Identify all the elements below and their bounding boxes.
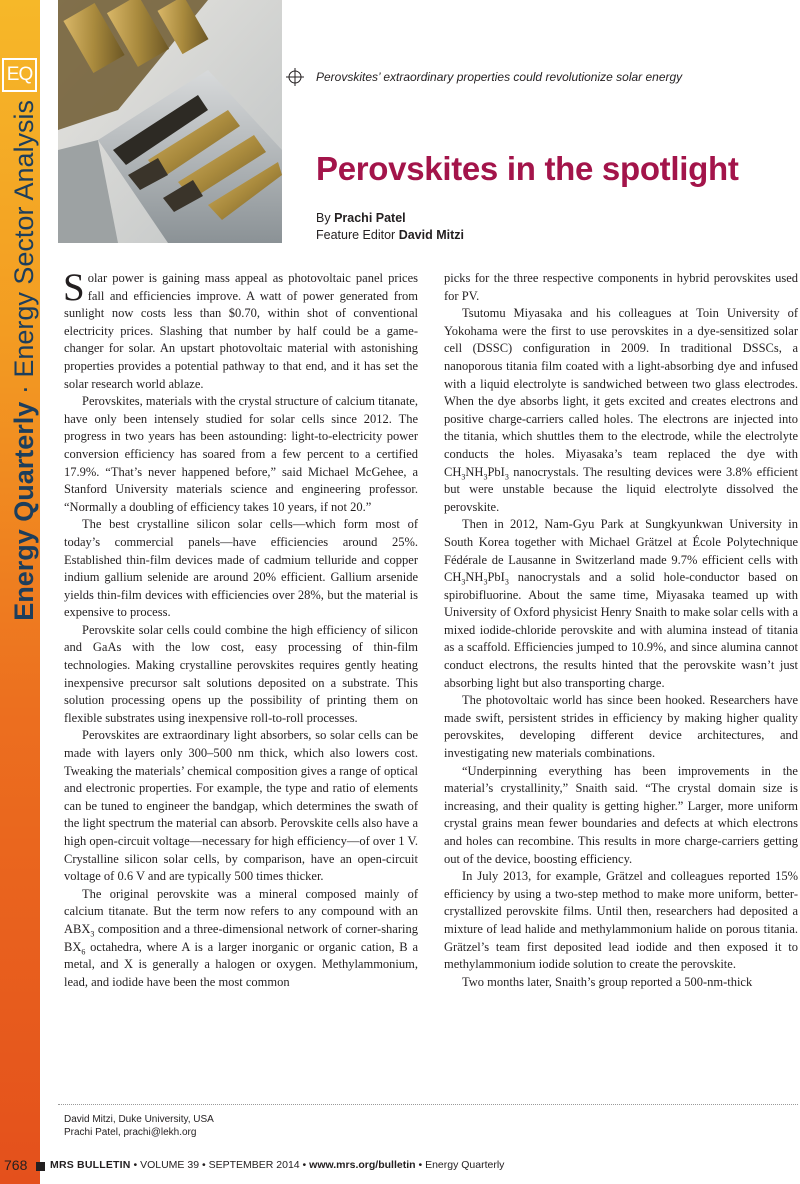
page-square-icon <box>36 1162 45 1171</box>
paragraph: Two months later, Snaith’s group reported a 500-nm-thick <box>462 974 753 989</box>
by-label: By <box>316 211 331 225</box>
paragraph: Tsutomu Miyasaka and his colleagues at Toin University of Yokohama were the first to use perovskites in a dye-sensitized solar cell (DSSC) configuration in 2009. In traditional DSSCs, a nanoporous titania film coated with a light-absorbing dye and infused with a liquid electrolyte is sandwiched between two glass electrodes. When the dye absorbs light, it gets excited and creates electrons and positive charge-carriers called holes. The electrons are injected into the titania, which shuttles them to the electrode, while the electrolyte conducts the holes. Miyasaka’s team replaced the dye with $CH_3NH_3PbI_3$ nanocrystals. The resulting devices were 3.8% efficient but were unstable because the liquid electrolyte dissolved the perovskite. <box>444 306 798 514</box>
section-name: Energy Quarterly <box>425 1159 505 1171</box>
paragraph: The best crystalline silicon solar cells—which form most of today’s commercial panels—have efficiencies around 25%. Established thin-film devices made of cadmium telluride and copper indium gallium selenide are around 20% efficient. Gallium arsenide yields thin-film devices with efficiencies over 28%, but the material is expensive to process. <box>64 517 418 620</box>
paragraph: Perovskites are extraordinary light absorbers, so solar cells can be made with layers only 300–500 nm thick, which also lowers cost. Tweaking the materials’ chemical composition gives a range of optical and electronic properties. For example, the type and ratio of elements can be tuned to engineer the bandgap, which determines the swath of the light spectrum the material can absorb. Perovskite cells also have a high open-circuit voltage—necessary for high efficiency—of over 1 V. Crystalline silicon solar cells, by comparison, have an open-circuit voltage of 0.6 V and are typically 500 times thicker. <box>64 728 418 884</box>
drop-cap: S <box>63 266 85 309</box>
article-subtitle: Perovskites’ extraordinary properties could revolutionize solar energy <box>316 70 683 84</box>
editor-label: Feature Editor <box>316 228 396 242</box>
right-column <box>444 270 798 991</box>
article-title: Perovskites in the spotlight <box>316 150 739 187</box>
editor-name: David Mitzi <box>398 228 464 242</box>
perovskite-solar-cells-photo <box>58 0 282 243</box>
journal-url[interactable]: www.mrs.org/bulletin <box>309 1159 416 1171</box>
author-name: Prachi Patel <box>334 211 406 225</box>
paragraph: picks for the three respective components in hybrid perovskites used for PV. <box>444 271 798 303</box>
vertical-title-sub: Energy Sector Analysis <box>9 100 39 378</box>
paragraph: The original perovskite was a mineral composed mainly of calcium titanate. But the term now refers to any compound with an $ABX_3$ composition and a three-dimensional network of corner-sharing $BX_6$ octahedra, where A is a larger inorganic or organic cation, B a metal, and X is generally a halogen or oxygen. Methylammonium, lead, and iodide have been the most common <box>64 886 418 989</box>
left-column <box>63 266 419 991</box>
affiliation-mitzi: David Mitzi, Duke University, USA <box>64 1114 214 1125</box>
vertical-title-separator: · <box>9 385 39 395</box>
issue-date: SEPTEMBER 2014 <box>208 1159 300 1171</box>
volume: VOLUME 39 <box>140 1159 200 1171</box>
crosshair-icon <box>286 68 304 86</box>
footer-divider <box>58 1104 798 1105</box>
paragraph: Then in 2012, Nam-Gyu Park at Sungkyunkwan University in South Korea together with Michael Grätzel at École Polytechnique Fédérale de Lausanne in Switzerland made 9.7% efficient cells with $CH_3NH_3PbI_3$ nanocrystals and a solid hole-conductor based on spirobifluorine. About the same time, Miyasaka teamed up with University of Oxford physicist Henry Snaith to make solar cells with a mixed iodide-chloride perovskite and with alumina instead of titania as a scaffold. Efficiencies jumped to 10.9%, and since alumina cannot conduct electrons, the results hinted that the perovskite wasn’t just absorbing light but also transporting charge. <box>444 517 798 690</box>
paragraph: In July 2013, for example, Grätzel and colleagues reported 15% efficiency by using a two-step method to make more uniform, better-crystallized perovskite films. Until then, researchers had deposited a mixture of lead halide and methylammonium halide on porous titania. Grätzel’s team first deposited lead iodide and then exposed it to methylammonium iodide solution to create the perovskite. <box>444 869 798 972</box>
author-affiliations <box>64 1113 214 1139</box>
solar-cells-illustration <box>58 0 282 243</box>
eq-logo: EQ <box>2 58 37 92</box>
affiliation-patel: Prachi Patel, prachi@lekh.org <box>64 1127 197 1138</box>
page-number: 768 <box>4 1157 28 1173</box>
paragraph: “Underpinning everything has been improvements in the material’s crystallinity,” Snaith said. “The crystal domain size is increasing, and their quality is getting higher.” Larger, more uniform crystal grains mean fewer boundaries and defects at which electrons and holes can recombine. This results in more charge-carriers getting out of the device, boosting efficiency. <box>444 763 798 866</box>
paragraph: Perovskite solar cells could combine the high efficiency of silicon and GaAs with the low cost, easy processing of thin-film technologies. Making crystalline perovskites requires gently heating inexpensive precursor salt solutions deposited on a substrate. This solution processing opens up the possibility of printing them on flexible substrates using inexpensive roll-to-roll processes. <box>64 622 418 725</box>
paragraph: The photovoltaic world has since been hooked. Researchers have made swift, persistent strides in efficiency by making higher quality perovskites, developing different device architectures, and investigating new materials combinations. <box>444 693 798 761</box>
vertical-title-main: Energy Quarterly <box>9 401 39 621</box>
byline <box>316 210 464 244</box>
paragraph: Perovskites, materials with the crystal structure of calcium titanate, have only been intensely studied for solar cells since 2012. The progress in two years has been astounding: light-to-electricity power conversion efficiency has soared from a few percent to a certified 17.9%. “That’s never happened before,” said Michael McGehee, a Stanford University materials science and engineering professor. “Normally a doubling of efficiency takes 10 years, if not 20.” <box>64 394 419 514</box>
sidebar-band <box>0 0 40 1184</box>
running-footer: MRS BULLETIN • VOLUME 39 • SEPTEMBER 2014 • www.mrs.org/bulletin • Energy Quarterly <box>50 1159 505 1171</box>
vertical-title <box>0 100 40 660</box>
journal-name: MRS BULLETIN <box>50 1159 131 1171</box>
paragraph: Solar power is gaining mass appeal as photovoltaic panel prices fall and efficiencies improve. A watt of power generated from sunlight now costs less than $0.70, within shot of conventional electricity prices. Slashing that number by half could be a game-changer for solar. An upstart photovoltaic material with astonishing properties provides a potential pathway to that end, and it has set the solar research world ablaze. <box>63 266 418 391</box>
